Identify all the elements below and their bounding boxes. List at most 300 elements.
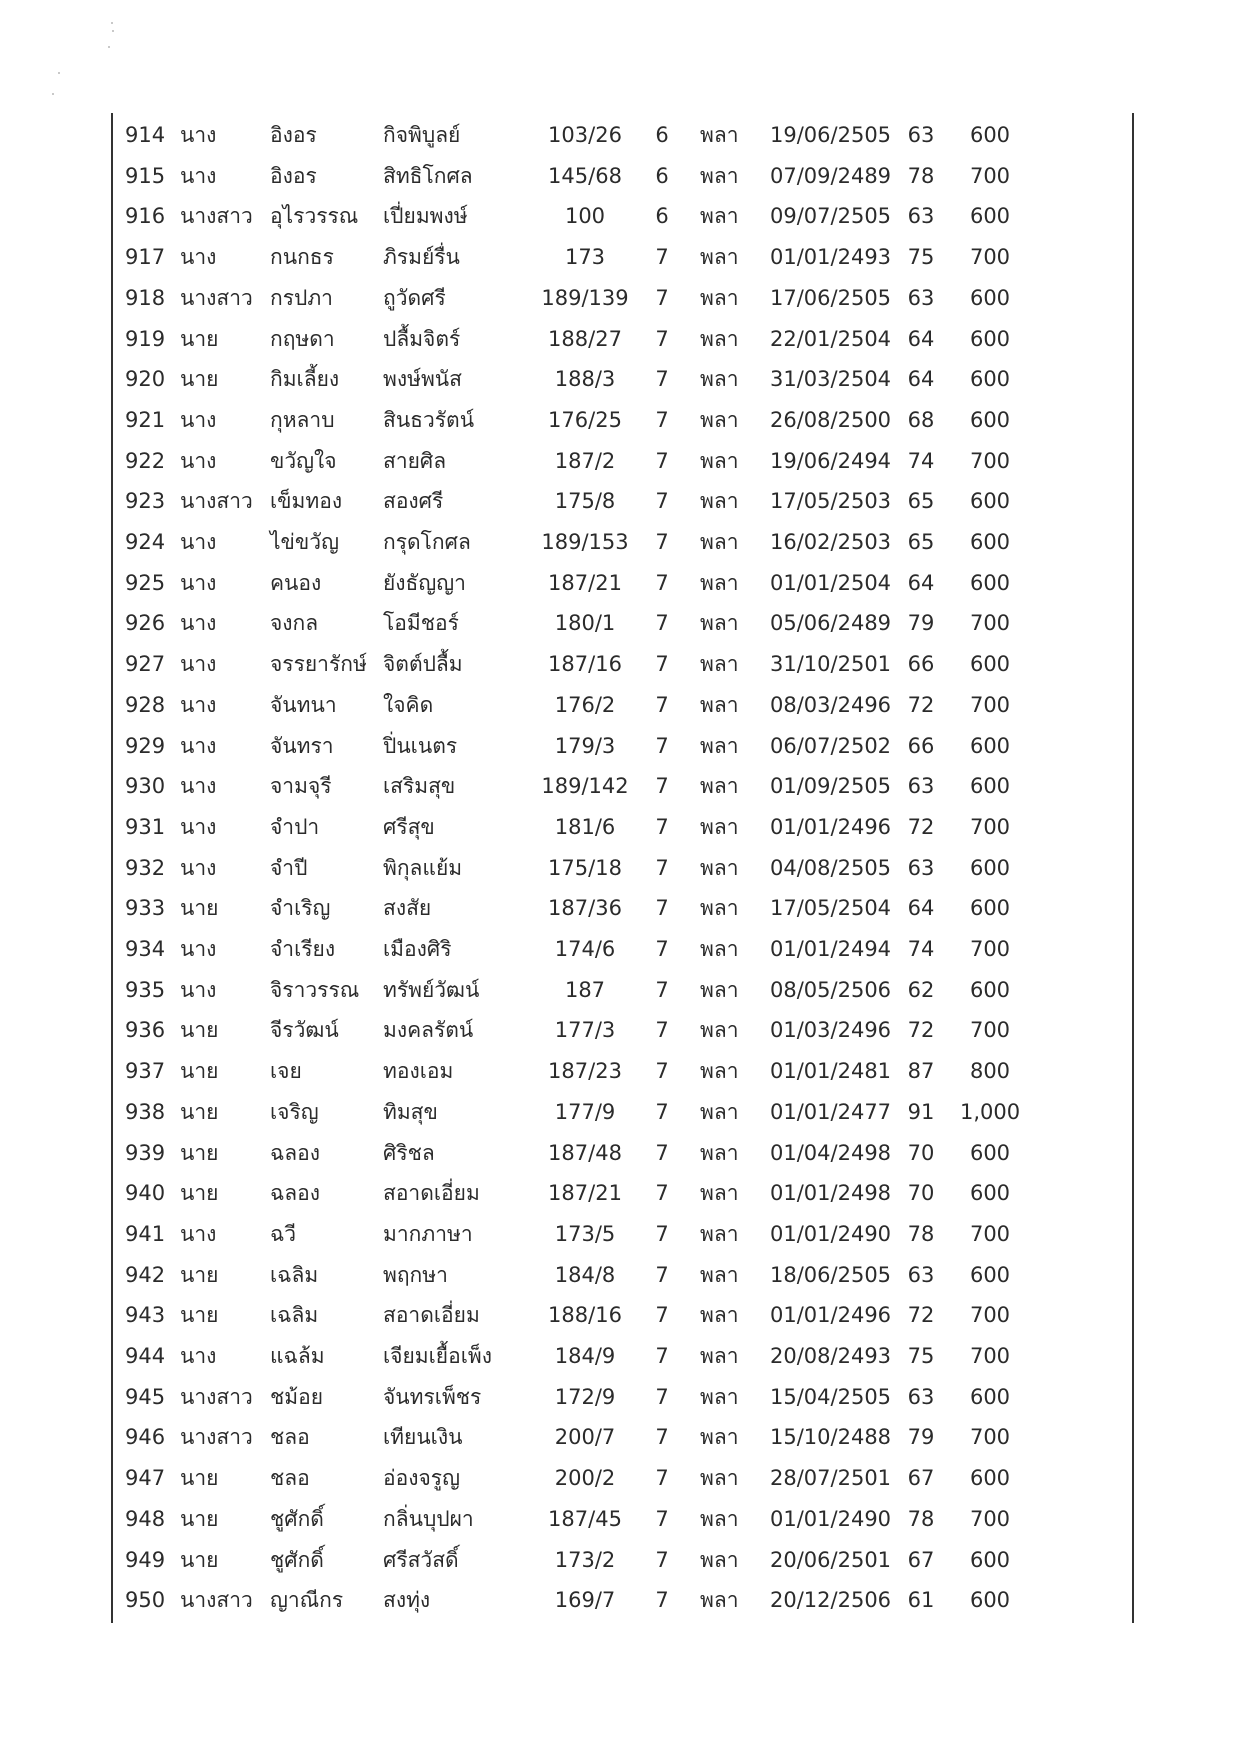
village-group: 7 <box>655 1425 669 1450</box>
table-row <box>0 726 1240 766</box>
row-number: 929 <box>125 733 166 758</box>
village-group: 6 <box>655 163 669 188</box>
row-number: 935 <box>125 977 166 1002</box>
name-title: นาง <box>180 692 217 717</box>
name-title: นางสาว <box>180 1425 253 1450</box>
name-title: นาง <box>180 855 217 880</box>
name-title: นาย <box>180 1262 219 1287</box>
table-row <box>0 481 1240 521</box>
last-name: เปี่ยมพงษ์ <box>383 204 468 229</box>
village-group: 7 <box>655 1262 669 1287</box>
last-name: ศรีสุข <box>383 814 435 839</box>
birth-date: 26/08/2500 <box>770 407 892 432</box>
table-row <box>0 1255 1240 1295</box>
allowance-amount: 600 <box>969 123 1011 147</box>
birth-date: 31/03/2504 <box>770 367 892 392</box>
last-name: ปิ่นเนตร <box>383 733 458 758</box>
allowance-amount: 700 <box>969 1221 1011 1246</box>
name-title: นาง <box>180 1344 217 1368</box>
row-number: 921 <box>125 407 166 432</box>
last-name: สงทุ่ง <box>383 1588 431 1613</box>
birth-date: 01/01/2493 <box>770 245 892 270</box>
village-group: 7 <box>655 1059 669 1084</box>
village-name: พลา <box>700 1547 739 1572</box>
village-group: 7 <box>655 1588 669 1613</box>
row-number: 942 <box>125 1262 166 1287</box>
house-number: 175/18 <box>548 855 622 880</box>
last-name: ภิรมย์รื่น <box>383 245 460 270</box>
village-group: 7 <box>655 1506 669 1531</box>
row-number: 949 <box>125 1547 166 1572</box>
table-row <box>0 1377 1240 1417</box>
allowance-amount: 600 <box>969 1588 1011 1613</box>
row-number: 944 <box>125 1344 166 1368</box>
house-number: 173 <box>564 245 606 270</box>
age: 74 <box>907 937 935 961</box>
last-name: จันทรเพ็ชร <box>383 1384 482 1409</box>
birth-date: 04/08/2505 <box>770 855 892 880</box>
house-number: 179/3 <box>554 733 616 758</box>
house-number: 177/9 <box>554 1099 616 1124</box>
last-name: กิจพิบูลย์ <box>383 123 461 147</box>
first-name: เข็มทอง <box>270 489 343 514</box>
birth-date: 01/01/2490 <box>770 1221 892 1246</box>
age: 68 <box>907 407 935 432</box>
village-name: พลา <box>700 1140 739 1165</box>
first-name: ญาณีกร <box>270 1588 344 1613</box>
table-row <box>0 766 1240 806</box>
birth-date: 01/01/2496 <box>770 1303 892 1328</box>
allowance-amount: 600 <box>969 204 1011 229</box>
birth-date: 01/09/2505 <box>770 774 892 799</box>
name-title: นาง <box>180 937 217 961</box>
birth-date: 17/05/2503 <box>770 489 892 514</box>
allowance-amount: 700 <box>969 1344 1011 1368</box>
name-title: นาง <box>180 123 217 147</box>
age: 66 <box>907 652 935 677</box>
age: 79 <box>907 611 935 636</box>
last-name: สองศรี <box>383 489 444 514</box>
house-number: 172/9 <box>554 1384 616 1409</box>
table-row <box>0 359 1240 399</box>
table-row <box>0 1417 1240 1457</box>
first-name: แฉล้ม <box>270 1344 325 1368</box>
table-row <box>0 685 1240 725</box>
age: 87 <box>907 1059 935 1084</box>
house-number: 173/5 <box>554 1221 616 1246</box>
age: 66 <box>907 733 935 758</box>
village-group: 7 <box>655 285 669 310</box>
allowance-amount: 600 <box>969 652 1011 677</box>
age: 63 <box>907 123 935 147</box>
village-group: 7 <box>655 407 669 432</box>
row-number: 945 <box>125 1384 166 1409</box>
table-row <box>0 970 1240 1010</box>
row-number: 917 <box>125 245 166 270</box>
scan-speck <box>111 22 113 24</box>
name-title: นางสาว <box>180 489 253 514</box>
row-number: 932 <box>125 855 166 880</box>
birth-date: 01/03/2496 <box>770 1018 892 1043</box>
row-number: 924 <box>125 530 166 554</box>
name-title: นาง <box>180 163 217 188</box>
village-name: พลา <box>700 1506 739 1531</box>
village-name: พลา <box>700 163 739 188</box>
house-number: 177/3 <box>554 1018 616 1043</box>
row-number: 934 <box>125 937 166 961</box>
row-number: 941 <box>125 1221 166 1246</box>
name-title: นาย <box>180 1018 219 1043</box>
row-number: 925 <box>125 570 166 595</box>
table-row <box>0 563 1240 603</box>
allowance-amount: 600 <box>969 1140 1011 1165</box>
allowance-amount: 600 <box>969 1547 1011 1572</box>
allowance-amount: 600 <box>969 326 1011 351</box>
last-name: พงษ์พนัส <box>383 367 462 392</box>
row-number: 943 <box>125 1303 166 1328</box>
house-number: 100 <box>564 204 606 229</box>
first-name: จันทนา <box>270 692 337 717</box>
row-number: 940 <box>125 1181 166 1206</box>
allowance-amount: 700 <box>969 1018 1011 1043</box>
first-name: ชม้อย <box>270 1384 324 1409</box>
village-group: 7 <box>655 1099 669 1124</box>
table-row <box>0 1092 1240 1132</box>
last-name: ปลื้มจิตร์ <box>383 326 461 351</box>
name-title: นาง <box>180 570 217 595</box>
name-title: นาย <box>180 1466 219 1491</box>
house-number: 169/7 <box>554 1588 616 1613</box>
row-number: 927 <box>125 652 166 677</box>
name-title: นาย <box>180 1303 219 1328</box>
village-name: พลา <box>700 1262 739 1287</box>
table-row <box>0 1295 1240 1335</box>
first-name: กรปภา <box>270 285 333 310</box>
first-name: ชลอ <box>270 1466 310 1491</box>
village-group: 7 <box>655 937 669 961</box>
row-number: 914 <box>125 123 166 147</box>
allowance-amount: 700 <box>969 611 1011 636</box>
village-name: พลา <box>700 652 739 677</box>
age: 64 <box>907 367 935 392</box>
allowance-amount: 600 <box>969 1262 1011 1287</box>
village-group: 7 <box>655 489 669 514</box>
birth-date: 28/07/2501 <box>770 1466 892 1491</box>
allowance-amount: 700 <box>969 692 1011 717</box>
birth-date: 19/06/2494 <box>770 448 892 473</box>
allowance-amount: 600 <box>969 489 1011 514</box>
house-number: 173/2 <box>554 1547 616 1572</box>
allowance-amount: 600 <box>969 530 1011 554</box>
last-name: เมืองศิริ <box>383 937 452 961</box>
village-name: พลา <box>700 692 739 717</box>
house-number: 187 <box>564 977 606 1002</box>
village-name: พลา <box>700 1059 739 1084</box>
row-number: 922 <box>125 448 166 473</box>
first-name: จำเรียง <box>270 937 336 961</box>
row-number: 938 <box>125 1099 166 1124</box>
age: 75 <box>907 245 935 270</box>
last-name: สอาดเอี่ยม <box>383 1181 480 1206</box>
house-number: 188/3 <box>554 367 616 392</box>
table-row <box>0 196 1240 236</box>
first-name: กฤษดา <box>270 326 335 351</box>
last-name: สินธวรัตน์ <box>383 407 475 432</box>
allowance-amount: 600 <box>969 896 1011 921</box>
birth-date: 01/01/2504 <box>770 570 892 595</box>
village-name: พลา <box>700 204 739 229</box>
allowance-amount: 700 <box>969 163 1011 188</box>
village-group: 7 <box>655 692 669 717</box>
row-number: 948 <box>125 1506 166 1531</box>
last-name: ทิมสุข <box>383 1099 438 1124</box>
name-title: นาย <box>180 326 219 351</box>
last-name: ศรีสวัสดิ์ <box>383 1547 459 1572</box>
name-title: นาง <box>180 530 217 554</box>
village-name: พลา <box>700 1099 739 1124</box>
table-row <box>0 1010 1240 1050</box>
age: 74 <box>907 448 935 473</box>
village-group: 7 <box>655 530 669 554</box>
village-name: พลา <box>700 1588 739 1613</box>
name-title: นาง <box>180 652 217 677</box>
allowance-amount: 700 <box>969 1303 1011 1328</box>
village-group: 7 <box>655 1466 669 1491</box>
row-number: 920 <box>125 367 166 392</box>
age: 61 <box>907 1588 935 1613</box>
birth-date: 22/01/2504 <box>770 326 892 351</box>
age: 64 <box>907 896 935 921</box>
first-name: ชลอ <box>270 1425 310 1450</box>
birth-date: 08/03/2496 <box>770 692 892 717</box>
house-number: 180/1 <box>554 611 616 636</box>
birth-date: 19/06/2505 <box>770 123 892 147</box>
allowance-amount: 700 <box>969 1506 1011 1531</box>
allowance-amount: 600 <box>969 1181 1011 1206</box>
last-name: กรุดโกศล <box>383 530 471 554</box>
age: 63 <box>907 855 935 880</box>
table-row <box>0 644 1240 684</box>
village-group: 6 <box>655 123 669 147</box>
village-group: 7 <box>655 245 669 270</box>
village-group: 7 <box>655 733 669 758</box>
age: 78 <box>907 1506 935 1531</box>
last-name: ยังธัญญา <box>383 570 466 595</box>
allowance-amount: 700 <box>969 937 1011 961</box>
table-row <box>0 156 1240 196</box>
first-name: ฉลอง <box>270 1140 321 1165</box>
village-name: พลา <box>700 1303 739 1328</box>
last-name: มงคลรัตน์ <box>383 1018 474 1043</box>
village-name: พลา <box>700 489 739 514</box>
table-row <box>0 237 1240 277</box>
last-name: ใจคิด <box>383 692 434 717</box>
village-name: พลา <box>700 407 739 432</box>
table-row <box>0 1051 1240 1091</box>
first-name: จำปี <box>270 855 308 880</box>
birth-date: 18/06/2505 <box>770 1262 892 1287</box>
house-number: 187/23 <box>548 1059 622 1084</box>
house-number: 176/25 <box>548 407 622 432</box>
birth-date: 20/12/2506 <box>770 1588 892 1613</box>
name-title: นาง <box>180 733 217 758</box>
house-number: 187/16 <box>548 652 622 677</box>
row-number: 926 <box>125 611 166 636</box>
allowance-amount: 700 <box>969 814 1011 839</box>
table-row <box>0 1458 1240 1498</box>
age: 63 <box>907 204 935 229</box>
name-title: นางสาว <box>180 1384 253 1409</box>
birth-date: 15/10/2488 <box>770 1425 892 1450</box>
house-number: 181/6 <box>554 814 616 839</box>
village-name: พลา <box>700 285 739 310</box>
birth-date: 20/06/2501 <box>770 1547 892 1572</box>
village-group: 7 <box>655 1221 669 1246</box>
house-number: 187/21 <box>548 1181 622 1206</box>
village-name: พลา <box>700 448 739 473</box>
table-row <box>0 522 1240 562</box>
house-number: 189/153 <box>541 530 629 554</box>
village-group: 7 <box>655 1018 669 1043</box>
birth-date: 01/04/2498 <box>770 1140 892 1165</box>
name-title: นาย <box>180 1140 219 1165</box>
name-title: นาย <box>180 896 219 921</box>
last-name: พฤกษา <box>383 1262 448 1287</box>
age: 63 <box>907 1262 935 1287</box>
first-name: กนกธร <box>270 245 334 270</box>
age: 75 <box>907 1344 935 1368</box>
birth-date: 20/08/2493 <box>770 1344 892 1368</box>
last-name: เจียมเยื้อเพ็ง <box>383 1344 492 1368</box>
house-number: 176/2 <box>554 692 616 717</box>
birth-date: 16/02/2503 <box>770 530 892 554</box>
first-name: ฉลอง <box>270 1181 321 1206</box>
village-group: 7 <box>655 1384 669 1409</box>
birth-date: 01/01/2496 <box>770 814 892 839</box>
age: 64 <box>907 570 935 595</box>
birth-date: 01/01/2490 <box>770 1506 892 1531</box>
first-name: ชูศักดิ์ <box>270 1506 324 1531</box>
table-row <box>0 603 1240 643</box>
name-title: นาย <box>180 1099 219 1124</box>
age: 63 <box>907 285 935 310</box>
house-number: 188/27 <box>548 326 622 351</box>
last-name: ทองเอม <box>383 1059 454 1084</box>
allowance-amount: 600 <box>969 1384 1011 1409</box>
allowance-amount: 600 <box>969 977 1011 1002</box>
last-name: เสริมสุข <box>383 774 456 799</box>
age: 78 <box>907 163 935 188</box>
table-row <box>0 929 1240 969</box>
row-number: 950 <box>125 1588 166 1613</box>
first-name: จำปา <box>270 814 320 839</box>
last-name: สอาดเอี่ยม <box>383 1303 480 1328</box>
table-row <box>0 1499 1240 1539</box>
village-name: พลา <box>700 367 739 392</box>
first-name: กุหลาบ <box>270 407 335 432</box>
first-name: กิมเลี้ยง <box>270 367 340 392</box>
house-number: 174/6 <box>554 937 616 961</box>
village-group: 7 <box>655 1303 669 1328</box>
allowance-amount: 600 <box>969 367 1011 392</box>
table-row <box>0 888 1240 928</box>
village-group: 7 <box>655 326 669 351</box>
last-name: สายศิล <box>383 448 447 473</box>
age: 65 <box>907 530 935 554</box>
birth-date: 09/07/2505 <box>770 204 892 229</box>
first-name: อิงอร <box>270 123 317 147</box>
row-number: 936 <box>125 1018 166 1043</box>
name-title: นางสาว <box>180 1588 253 1613</box>
name-title: นาย <box>180 1506 219 1531</box>
house-number: 187/48 <box>548 1140 622 1165</box>
row-number: 946 <box>125 1425 166 1450</box>
village-name: พลา <box>700 1018 739 1043</box>
name-title: นาง <box>180 245 217 270</box>
first-name: จิราวรรณ <box>270 977 360 1002</box>
house-number: 145/68 <box>548 163 622 188</box>
village-group: 7 <box>655 855 669 880</box>
village-name: พลา <box>700 733 739 758</box>
first-name: เฉลิม <box>270 1262 319 1287</box>
birth-date: 31/10/2501 <box>770 652 892 677</box>
village-name: พลา <box>700 1425 739 1450</box>
village-name: พลา <box>700 937 739 961</box>
first-name: ฉวี <box>270 1221 297 1246</box>
last-name: เทียนเงิน <box>383 1425 463 1450</box>
house-number: 187/2 <box>554 448 616 473</box>
allowance-amount: 600 <box>969 285 1011 310</box>
table-row <box>0 441 1240 481</box>
village-group: 7 <box>655 611 669 636</box>
name-title: นางสาว <box>180 285 253 310</box>
village-name: พลา <box>700 611 739 636</box>
allowance-amount: 600 <box>969 774 1011 799</box>
age: 78 <box>907 1221 935 1246</box>
age: 67 <box>907 1547 935 1572</box>
last-name: จิตต์ปลื้ม <box>383 652 463 677</box>
age: 72 <box>907 814 935 839</box>
age: 62 <box>907 977 935 1002</box>
row-number: 928 <box>125 692 166 717</box>
village-name: พลา <box>700 1181 739 1206</box>
age: 72 <box>907 1303 935 1328</box>
first-name: จันทรา <box>270 733 334 758</box>
village-name: พลา <box>700 245 739 270</box>
first-name: จำเริญ <box>270 896 331 921</box>
table-row <box>0 848 1240 888</box>
last-name: อ่องจรูญ <box>383 1466 460 1491</box>
table-row <box>0 400 1240 440</box>
name-title: นาง <box>180 448 217 473</box>
village-group: 7 <box>655 1344 669 1368</box>
house-number: 188/16 <box>548 1303 622 1328</box>
first-name: จรรยารักษ์ <box>270 652 367 677</box>
first-name: เจริญ <box>270 1099 319 1124</box>
house-number: 175/8 <box>554 489 616 514</box>
house-number: 200/2 <box>554 1466 616 1491</box>
house-number: 187/36 <box>548 896 622 921</box>
village-name: พลา <box>700 1384 739 1409</box>
birth-date: 05/06/2489 <box>770 611 892 636</box>
table-row <box>0 1336 1240 1376</box>
scan-speck <box>52 93 54 95</box>
village-group: 7 <box>655 570 669 595</box>
table-row <box>0 319 1240 359</box>
allowance-amount: 700 <box>969 1425 1011 1450</box>
birth-date: 08/05/2506 <box>770 977 892 1002</box>
house-number: 187/21 <box>548 570 622 595</box>
